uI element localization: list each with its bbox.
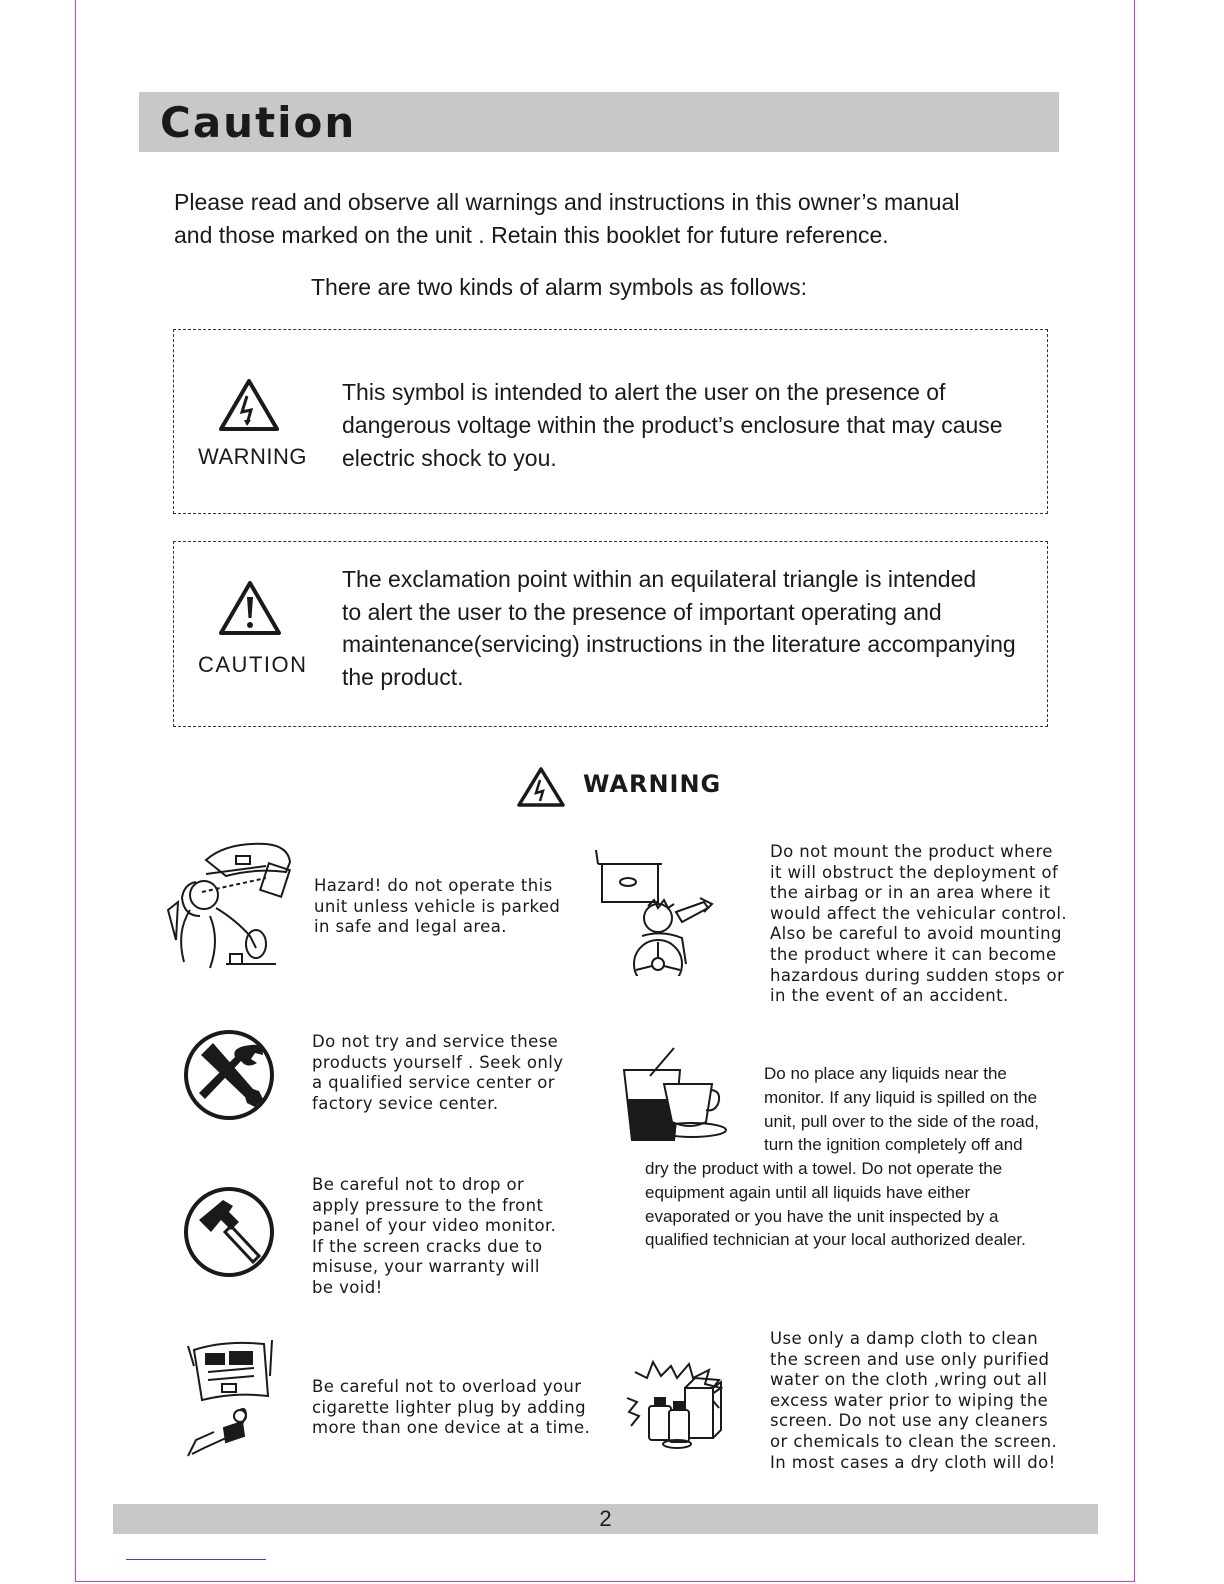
warning-line: more than one device at a time. <box>312 1418 591 1438</box>
warning-line: If the screen cracks due to <box>312 1236 543 1256</box>
warning-item-text <box>312 1032 563 1114</box>
warning-line: Do no place any liquids near the <box>764 1064 1007 1083</box>
warning-line: excess water prior to wiping the <box>770 1390 1049 1410</box>
intro-paragraph <box>174 186 1034 252</box>
symbol-description-line: dangerous voltage within the product’s enclosure that may cause <box>342 412 1003 438</box>
warning-line: dry the product with a towel. Do not operate the <box>645 1159 1003 1178</box>
warning-line: Also be careful to avoid mounting <box>770 924 1062 944</box>
symbol-description-line: The exclamation point within an equilateral triangle is intended <box>342 566 977 592</box>
warning-line: unit unless vehicle is parked <box>314 896 561 916</box>
tools-icon <box>183 1029 275 1121</box>
symbol-description-line: the product. <box>342 663 464 690</box>
warning-line: or chemicals to clean the screen. <box>770 1431 1058 1451</box>
warning-line: Do not mount the product where <box>770 842 1053 861</box>
title-bar <box>139 92 1059 152</box>
warning-line: turn the ignition completely off and <box>764 1135 1023 1155</box>
caution-symbol-box <box>173 541 1048 727</box>
warning-line: would affect the vehicular control. <box>770 903 1067 923</box>
warning-item-text <box>312 1175 556 1299</box>
warning-line: In most cases a dry cloth will do! <box>770 1452 1056 1472</box>
warning-line: Be careful not to drop or <box>312 1175 525 1194</box>
warning-line: apply pressure to the front <box>312 1195 544 1215</box>
cigarette-lighter-icon <box>184 1336 276 1462</box>
intro-line: and those marked on the unit . Retain this booklet for future reference. <box>174 222 889 248</box>
warning-line: the screen and use only purified <box>770 1349 1050 1369</box>
symbol-label: WARNING <box>198 444 308 469</box>
cleaning-bottles-icon <box>625 1358 725 1450</box>
footnote-divider <box>126 1559 266 1560</box>
warning-line: hazardous during sudden stops or <box>770 965 1065 985</box>
warning-line: equipment again until all liquids have either <box>645 1182 971 1202</box>
warning-line: the product where it can become <box>770 944 1057 964</box>
warning-line: in the event of an accident. <box>770 986 1009 1006</box>
warning-item-continuation <box>645 1157 1026 1252</box>
warning-line: products yourself . Seek only <box>312 1052 564 1072</box>
warning-line: be void! <box>312 1277 383 1297</box>
lightning-triangle-icon <box>516 766 566 808</box>
footer-bar <box>113 1504 1098 1534</box>
symbol-description-line: electric shock to you. <box>342 445 557 471</box>
warning-line: in safe and legal area. <box>314 917 507 937</box>
warning-line: misuse, your warranty will <box>312 1257 540 1277</box>
alarm-kinds-line: There are two kinds of alarm symbols as follows: <box>311 274 807 300</box>
warning-line: cigarette lighter plug by adding <box>312 1397 586 1417</box>
warning-line: Do not try and service these <box>312 1032 559 1051</box>
driver-monitor-icon <box>166 840 296 972</box>
intro-line: Please read and observe all warnings and instructions in this owner’s manual <box>174 189 960 215</box>
warning-line: unit, pull over to the side of the road, <box>764 1111 1040 1131</box>
warning-line: factory sevice center. <box>312 1093 499 1113</box>
warning-line: the airbag or in an area where it <box>770 883 1051 903</box>
warning-line: monitor. If any liquid is spilled on the <box>764 1087 1038 1107</box>
warning-line: water on the cloth ,wring out all <box>770 1370 1048 1390</box>
warning-line: Use only a damp cloth to clean <box>770 1329 1039 1348</box>
warning-heading-label: WARNING <box>583 770 722 798</box>
liquids-icon <box>620 1046 730 1144</box>
warning-line: a qualified service center or <box>312 1073 555 1093</box>
warning-line: Hazard! do not operate this <box>314 876 553 895</box>
warning-line: Be careful not to overload your <box>312 1377 582 1396</box>
warning-item-text <box>770 842 1067 1007</box>
page-number: 2 <box>599 1506 612 1531</box>
symbol-label: CAUTION <box>198 652 308 677</box>
exclamation-triangle-icon <box>218 580 282 636</box>
warning-item-text <box>770 1329 1057 1473</box>
airbag-icon <box>592 846 722 976</box>
page-title: Caution <box>160 98 357 147</box>
symbol-description-line: This symbol is intended to alert the user on the presence of <box>342 379 946 405</box>
warning-line: evaporated or you have the unit inspected by a <box>645 1206 999 1226</box>
warning-line: screen. Do not use any cleaners <box>770 1411 1048 1431</box>
lightning-triangle-icon <box>218 378 280 432</box>
symbol-description-line: maintenance(servicing) instructions in the literature accompanying <box>342 631 1016 657</box>
symbol-description-line: to alert the user to the presence of important operating and <box>342 598 942 625</box>
warning-line: it will obstruct the deployment of <box>770 862 1059 882</box>
warning-item-text <box>314 876 560 938</box>
warning-item-text <box>312 1377 590 1439</box>
warning-line: qualified technician at your local authorized dealer. <box>645 1230 1026 1250</box>
warning-line: panel of your video monitor. <box>312 1216 557 1236</box>
symbol-description <box>342 563 1047 693</box>
warning-symbol-box <box>173 329 1048 514</box>
hammer-icon <box>183 1186 275 1278</box>
warning-item-text <box>764 1062 1039 1157</box>
symbol-description <box>342 376 1042 475</box>
